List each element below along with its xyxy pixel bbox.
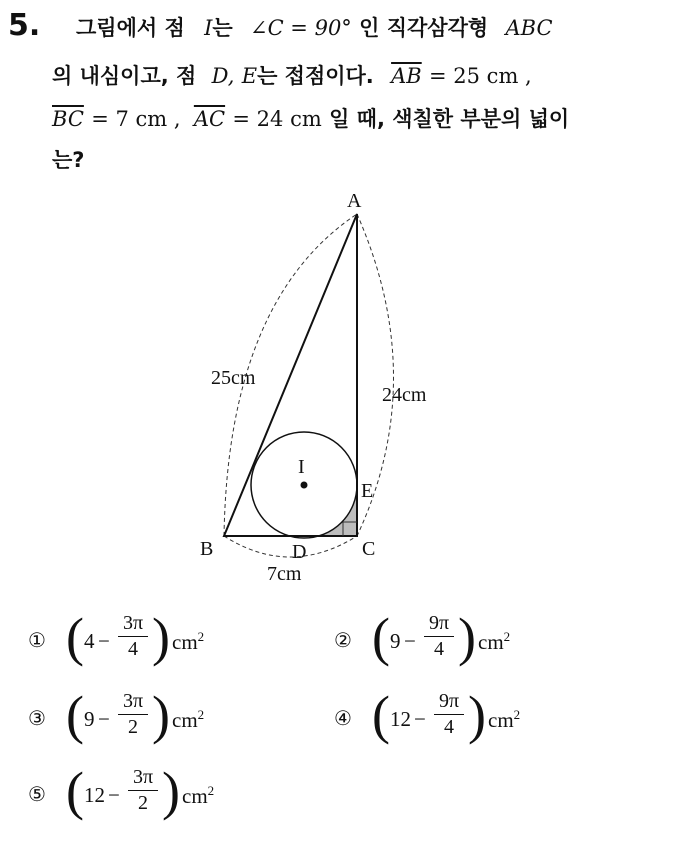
fraction-bar: [118, 636, 148, 637]
choice-integer: 9: [390, 629, 401, 653]
minus-sign: −: [98, 707, 110, 731]
right-paren: ): [458, 607, 476, 667]
choice-fraction: [118, 690, 148, 739]
choice-integer: 4: [84, 629, 95, 653]
incenter-dot: [301, 482, 308, 489]
choice-marker: ①: [28, 628, 46, 652]
q-len-bc: = 7 cm ,: [91, 107, 181, 131]
label-e: E: [361, 480, 374, 502]
q-text: 일 때, 색칠한 부분의 넓이: [329, 107, 570, 131]
fraction-denominator: 4: [128, 638, 138, 660]
left-paren: (: [66, 685, 84, 745]
fraction-denominator: 2: [138, 792, 148, 814]
q-text: 인 직각삼각형: [359, 16, 489, 40]
choice-unit: $cm^2$: [182, 783, 215, 808]
fraction-numerator: 9π: [428, 612, 450, 634]
choice-integer: 9: [84, 707, 95, 731]
left-paren: (: [372, 607, 390, 667]
left-paren: (: [372, 685, 390, 745]
choice-1[interactable]: [28, 607, 328, 682]
right-paren: ): [162, 761, 180, 821]
minus-sign: −: [404, 629, 416, 653]
minus-sign: −: [414, 707, 426, 731]
right-paren: ): [152, 685, 170, 745]
q-point-e: E: [241, 64, 258, 88]
choice-integer: 12: [84, 783, 105, 807]
q-text: 는 접점이다.: [257, 64, 374, 88]
label-i: I: [298, 456, 305, 478]
choice-fraction: [424, 612, 454, 661]
choice-marker: ⑤: [28, 782, 46, 806]
arc-bc: [224, 536, 357, 557]
choice-2[interactable]: [334, 607, 634, 682]
length-ac: 24cm: [382, 384, 427, 406]
fraction-bar: [128, 790, 158, 791]
choice-unit: $cm^2$: [488, 707, 521, 732]
question-number: 5.: [8, 8, 41, 43]
length-bc: 7cm: [267, 563, 302, 585]
choice-marker: ③: [28, 706, 46, 730]
choice-unit: $cm^2$: [172, 707, 205, 732]
label-d: D: [292, 541, 307, 563]
q-len-ab: = 25 cm ,: [429, 64, 532, 88]
fraction-bar: [118, 714, 148, 715]
choice-5[interactable]: [28, 761, 328, 836]
label-b: B: [200, 538, 214, 560]
left-paren: (: [66, 607, 84, 667]
q-seg-ac: $\overline{AC}$: [193, 107, 226, 131]
length-ab: 25cm: [211, 367, 256, 389]
q-len-ac: = 24 cm: [232, 107, 322, 131]
q-text: 는: [212, 16, 233, 40]
choice-3[interactable]: [28, 685, 328, 760]
fraction-denominator: 4: [434, 638, 444, 660]
choice-unit: $cm^2$: [172, 629, 205, 654]
q-seg-bc: $\overline{BC}$: [52, 107, 84, 131]
choice-integer: 12: [390, 707, 411, 731]
fraction-denominator: 2: [128, 716, 138, 738]
fraction-bar: [434, 714, 464, 715]
q-text: 는?: [52, 148, 85, 172]
minus-sign: −: [98, 629, 110, 653]
fraction-numerator: 3π: [132, 766, 154, 788]
left-paren: (: [66, 761, 84, 821]
choice-marker: ②: [334, 628, 352, 652]
q-triangle: ABC: [505, 16, 553, 40]
q-text: 의 내심이고, 점: [52, 64, 197, 88]
q-point-d: D,: [211, 64, 235, 88]
right-paren: ): [468, 685, 486, 745]
fraction-numerator: 3π: [122, 690, 144, 712]
minus-sign: −: [108, 783, 120, 807]
choice-marker: ④: [334, 706, 352, 730]
choice-fraction: [434, 690, 464, 739]
right-paren: ): [152, 607, 170, 667]
q-angle: ∠C = 90°: [249, 16, 352, 40]
q-seg-ab: $\overline{AB}$: [391, 64, 422, 88]
label-a: A: [347, 190, 362, 212]
fraction-bar: [424, 636, 454, 637]
fraction-denominator: 4: [444, 716, 454, 738]
q-text: 그림에서 점: [76, 16, 185, 40]
label-c: C: [362, 538, 376, 560]
choice-fraction: [118, 612, 148, 661]
choice-unit: $cm^2$: [478, 629, 511, 654]
q-point-i: I: [204, 16, 213, 40]
fraction-numerator: 3π: [122, 612, 144, 634]
fraction-numerator: 9π: [438, 690, 460, 712]
choice-fraction: [128, 766, 158, 815]
choice-4[interactable]: [334, 685, 634, 760]
